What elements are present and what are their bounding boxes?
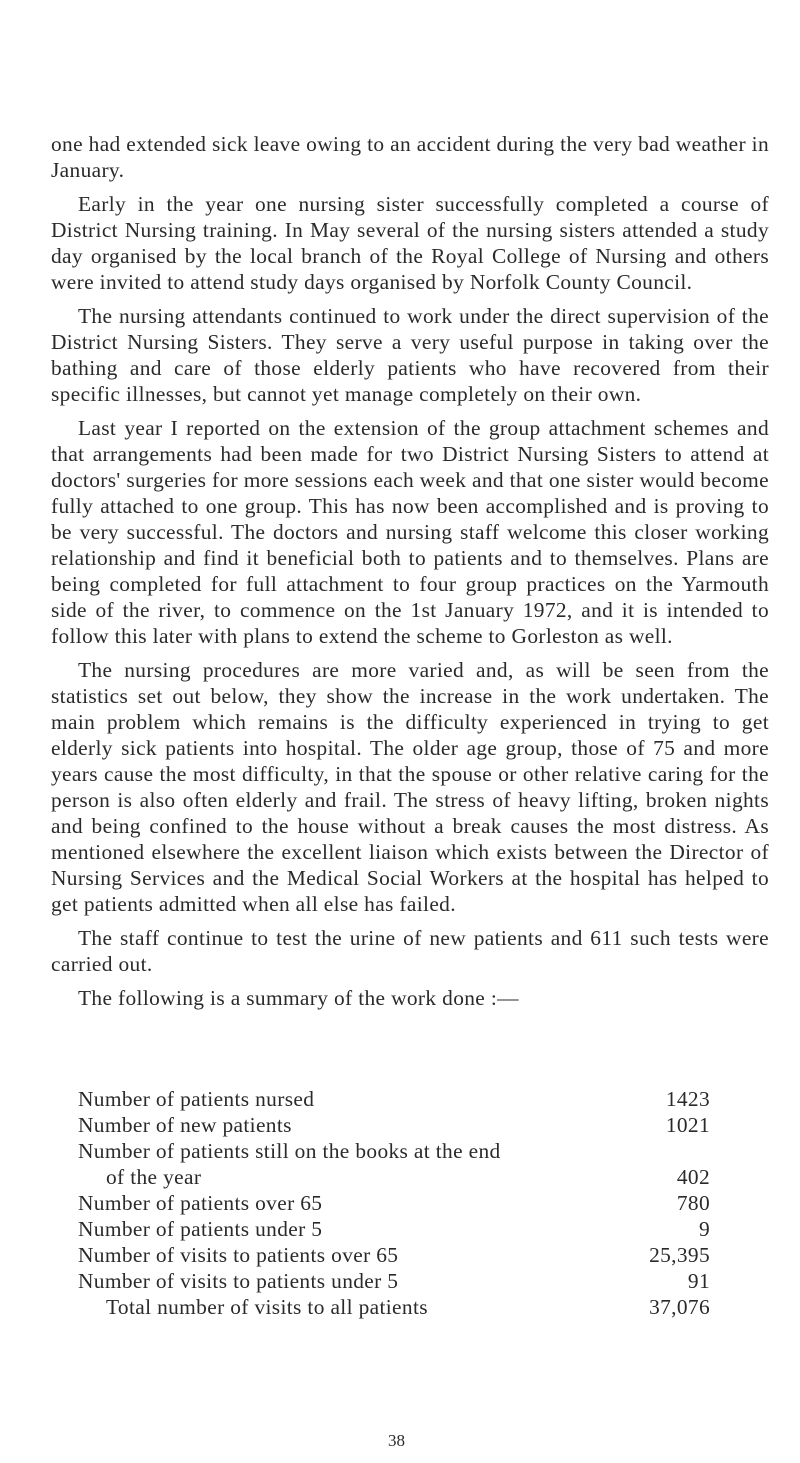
summary-row — [78, 1216, 710, 1242]
summary-row — [78, 1112, 710, 1138]
summary-value: 1021 — [665, 1113, 710, 1137]
paragraph-group-attachment: Last year I reported on the extension of the group attachment schemes and that arrangements had been made for two District Nursing Sisters to attend at doctors' surgeries for more sessions each week and that one sister would become fully attached to one group. This has now been accomplished and is proving to be very successful. The doctors and nursing staff welcome this closer working relationship and find it beneficial both to patients and to themselves. Plans are being completed for full attachment to four group practices on the Yarmouth side of the river, to commence on the 1st January 1972, and it is intended to follow this later with plans to extend the scheme to Gorleston as well. — [51, 416, 769, 648]
summary-intro: The following is a summary of the work done :— — [78, 986, 519, 1010]
paragraph-continuation: one had extended sick leave owing to an accident during the very bad weather in January. — [51, 132, 769, 182]
summary-label: Number of patients over 65 — [78, 1191, 323, 1215]
summary-value: 402 — [676, 1165, 710, 1189]
summary-label: Number of patients still on the books at the end — [78, 1139, 501, 1163]
summary-label: of the year — [106, 1165, 202, 1189]
summary-total-row — [78, 1294, 710, 1320]
summary-row — [78, 1242, 710, 1268]
summary-row — [78, 1268, 710, 1294]
paragraph-nursing-procedures: The nursing procedures are more varied and, as will be seen from the statistics set out below, they show the increase in the work undertaken. The main problem which remains is the difficulty experienced in trying to get elderly sick patients into hospital. The older age group, those of 75 and more years cause the most difficulty, in that the spouse or other relative caring for the person is also often elderly and frail. The stress of heavy lifting, broken nights and being confined to the house without a break causes the most distress. As mentioned elsewhere the excellent liaison which exists between the Director of Nursing Services and the Medical Social Workers at the hospital has helped to get patients admitted when all else has failed. — [51, 658, 769, 916]
summary-label: Number of patients under 5 — [78, 1217, 323, 1241]
summary-row — [78, 1138, 710, 1164]
summary-table — [78, 1086, 710, 1320]
summary-value: 91 — [687, 1269, 710, 1293]
summary-value: 9 — [698, 1217, 710, 1241]
paragraph-nursing-attendants: The nursing attendants continued to work under the direct supervision of the District Nursing Sisters. They serve a very useful purpose in taking over the bathing and care of those elderly patients who have recovered from their specific illnesses, but cannot yet manage completely on their own. — [51, 304, 769, 406]
summary-value: 1423 — [665, 1087, 710, 1111]
page-number: 38 — [388, 1431, 405, 1450]
paragraph-training: Early in the year one nursing sister successfully completed a course of District Nursing training. In May several of the nursing sisters attended a study day organised by the local branch of the Royal College of Nursing and others were invited to attend study days organised by Norfolk County Council. — [51, 192, 769, 294]
summary-row — [78, 1164, 710, 1190]
summary-row — [78, 1086, 710, 1112]
paragraph-urine-tests: The staff continue to test the urine of new patients and 611 such tests were carried out. — [51, 926, 769, 976]
summary-label: Number of visits to patients over 65 — [78, 1243, 399, 1267]
summary-label: Total number of visits to all patients — [106, 1295, 428, 1319]
summary-value: 37,076 — [649, 1295, 710, 1319]
summary-value: 780 — [676, 1191, 710, 1215]
summary-value: 25,395 — [649, 1243, 710, 1267]
summary-label: Number of patients nursed — [78, 1087, 315, 1111]
summary-row — [78, 1190, 710, 1216]
body-text — [51, 131, 769, 1021]
summary-label: Number of visits to patients under 5 — [78, 1269, 399, 1293]
summary-label: Number of new patients — [78, 1113, 292, 1137]
